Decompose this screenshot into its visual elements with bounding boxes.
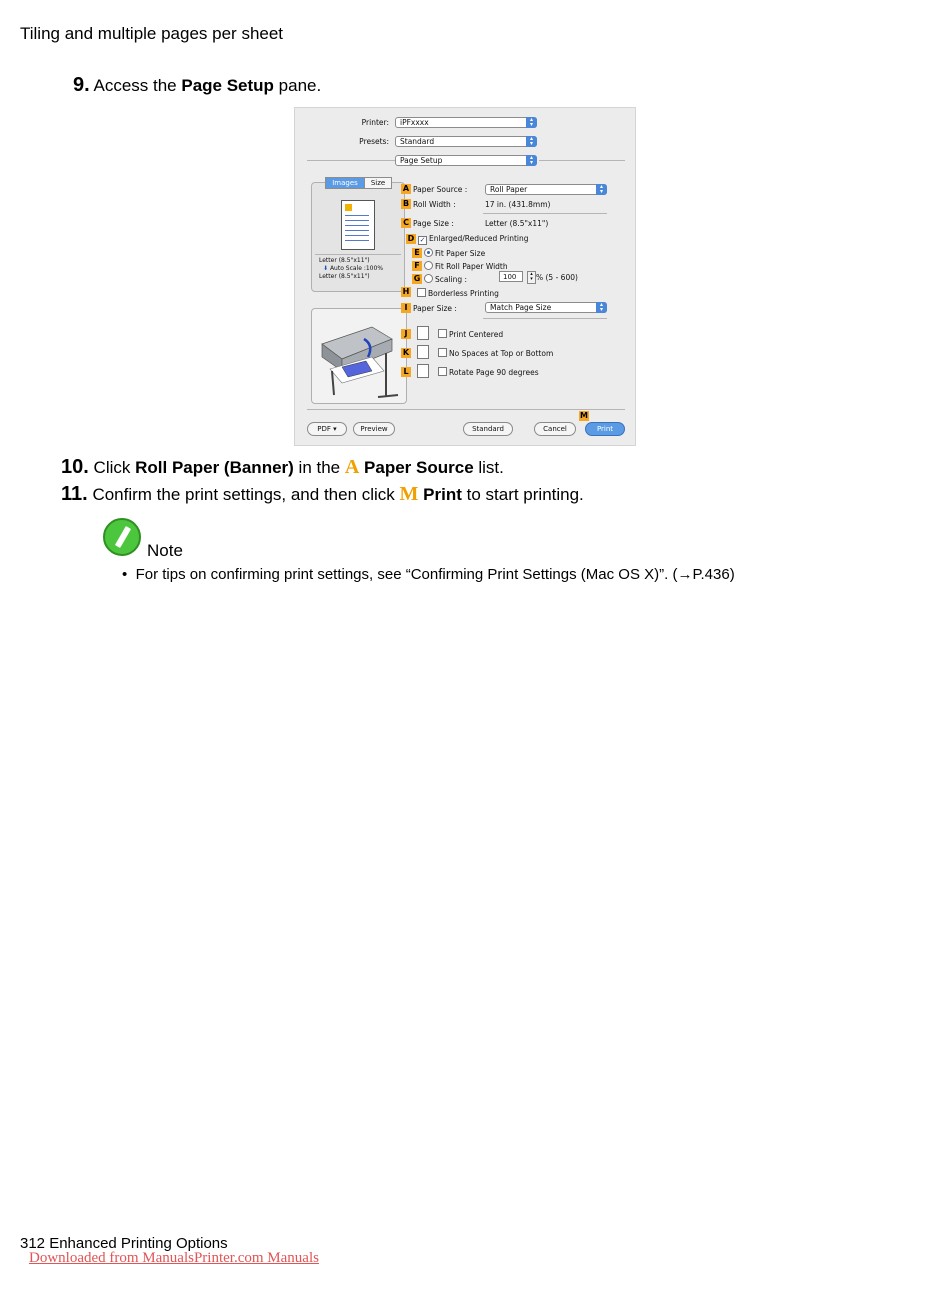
- popup-arrows-icon: ▴ ▾: [526, 155, 537, 166]
- scaling-range: % (5 - 600): [536, 273, 578, 282]
- fit-roll-width-radio[interactable]: Fit Roll Paper Width: [424, 261, 508, 271]
- printer-label: Printer:: [361, 118, 389, 127]
- step-text: Click: [93, 458, 136, 477]
- checkbox-icon[interactable]: [438, 367, 447, 376]
- page-size-label: Page Size :: [413, 219, 454, 228]
- borderless-checkbox-row[interactable]: Borderless Printing: [417, 288, 499, 298]
- popup-arrows-icon: ▴ ▾: [596, 184, 607, 195]
- step-11: [61, 483, 584, 506]
- print-dialog: [294, 107, 636, 446]
- cancel-button[interactable]: Cancel: [534, 422, 576, 436]
- roll-width-label: Roll Width :: [413, 200, 456, 209]
- callout-letter: A: [344, 456, 360, 478]
- printer-illustration-icon: [312, 309, 406, 403]
- badge-g: G: [413, 274, 421, 283]
- preview-button[interactable]: Preview: [353, 422, 395, 436]
- rotate-page-icon: [417, 364, 429, 378]
- print-centered-checkbox-row[interactable]: Print Centered: [438, 329, 503, 339]
- preview-caption-3: Letter (8.5"x11"): [319, 273, 370, 280]
- paper-size-label: Paper Size :: [413, 304, 457, 313]
- step-text: to start printing.: [461, 485, 584, 504]
- step-text: list.: [473, 458, 504, 477]
- badge-j: J: [401, 329, 411, 339]
- radio-icon[interactable]: [424, 274, 433, 283]
- download-link[interactable]: Downloaded from ManualsPrinter.com Manuals: [29, 1250, 319, 1266]
- scaling-input[interactable]: 100: [499, 271, 523, 282]
- rotate-checkbox-row[interactable]: Rotate Page 90 degrees: [438, 367, 539, 377]
- paper-size-popup[interactable]: Match Page Size ▴ ▾: [485, 302, 607, 313]
- arrow-down-icon: ⬇: [323, 265, 329, 272]
- note-bullet-text: For tips on confirming print settings, see “Confirming Print Settings (Mac OS X)”. (→P.436): [135, 566, 735, 583]
- step-bold: Page Setup: [181, 76, 274, 95]
- step-number: 10.: [61, 456, 89, 478]
- badge-l: L: [401, 367, 411, 377]
- page-preview-thumbnail: [341, 200, 375, 250]
- step-number: 9.: [73, 74, 90, 96]
- popup-arrows-icon: ▴ ▾: [596, 302, 607, 313]
- step-number: 11.: [61, 483, 88, 505]
- print-button[interactable]: Print: [585, 422, 625, 436]
- note-pencil-icon: [103, 518, 141, 556]
- tab-images[interactable]: Images: [325, 177, 365, 189]
- print-centered-icon: [417, 326, 429, 340]
- checkbox-checked-icon[interactable]: ✓: [419, 236, 426, 244]
- presets-popup[interactable]: Standard ▴ ▾: [395, 136, 537, 147]
- step-9: [73, 74, 321, 97]
- standard-button[interactable]: Standard: [463, 422, 513, 436]
- badge-d: D: [407, 234, 415, 243]
- badge-h: H: [402, 287, 410, 296]
- no-spaces-icon: [417, 345, 429, 359]
- checkbox-icon[interactable]: [438, 348, 447, 357]
- popup-arrows-icon: ▴ ▾: [526, 117, 537, 128]
- no-spaces-checkbox-row[interactable]: No Spaces at Top or Bottom: [438, 348, 553, 358]
- step-text: pane.: [273, 76, 322, 95]
- step-bold: Roll Paper (Banner): [135, 458, 294, 477]
- preview-caption-1: Letter (8.5"x11"): [319, 257, 370, 264]
- step-bold: Paper Source: [364, 458, 474, 477]
- pdf-button[interactable]: PDF ▾: [307, 422, 347, 436]
- checkbox-icon[interactable]: [417, 288, 426, 297]
- page-size-value: Letter (8.5"x11"): [485, 219, 549, 228]
- badge-a: A: [402, 184, 410, 193]
- badge-c: C: [401, 218, 411, 228]
- badge-i: I: [401, 303, 411, 313]
- page-header-title: Tiling and multiple pages per sheet: [20, 24, 284, 43]
- step-text: Access the: [93, 76, 182, 95]
- fit-paper-size-radio[interactable]: Fit Paper Size: [424, 248, 485, 258]
- step-text: in the: [293, 458, 345, 477]
- scaling-radio[interactable]: Scaling :: [424, 274, 467, 284]
- enlarged-checkbox-row[interactable]: ✓ Enlarged/Reduced Printing: [419, 234, 529, 244]
- paper-source-label: Paper Source :: [413, 185, 468, 194]
- callout-letter: M: [399, 483, 419, 505]
- step-text: Confirm the print settings, and then click: [92, 485, 400, 504]
- page-footer: 312 Enhanced Printing Options: [20, 1235, 228, 1252]
- roll-width-value: 17 in. (431.8mm): [485, 200, 551, 209]
- step-bold: Print: [423, 485, 462, 504]
- printer-image-panel: [311, 308, 407, 404]
- scaling-stepper[interactable]: ▴ ▾: [527, 271, 536, 284]
- badge-k: K: [402, 348, 410, 357]
- checkbox-icon[interactable]: [438, 329, 447, 338]
- badge-b: B: [402, 199, 410, 208]
- step-10: [61, 456, 504, 479]
- note-bullet: • For tips on confirming print settings, see “Confirming Print Settings (Mac OS X)”. (→P.436): [122, 566, 735, 583]
- badge-m: M: [580, 411, 588, 420]
- presets-label: Presets:: [359, 137, 389, 146]
- badge-e: E: [412, 248, 422, 258]
- note-label: Note: [147, 541, 183, 560]
- tab-size[interactable]: Size: [364, 177, 392, 189]
- printer-popup[interactable]: iPFxxxx ▴ ▾: [395, 117, 537, 128]
- popup-arrows-icon: ▴ ▾: [526, 136, 537, 147]
- radio-icon[interactable]: [424, 261, 433, 270]
- preview-caption-2: ⬇ Auto Scale :100%: [323, 265, 384, 272]
- radio-selected-icon[interactable]: [424, 248, 433, 257]
- badge-f: F: [412, 261, 422, 271]
- pane-popup[interactable]: Page Setup ▴ ▾: [395, 155, 537, 166]
- paper-source-popup[interactable]: Roll Paper ▴ ▾: [485, 184, 607, 195]
